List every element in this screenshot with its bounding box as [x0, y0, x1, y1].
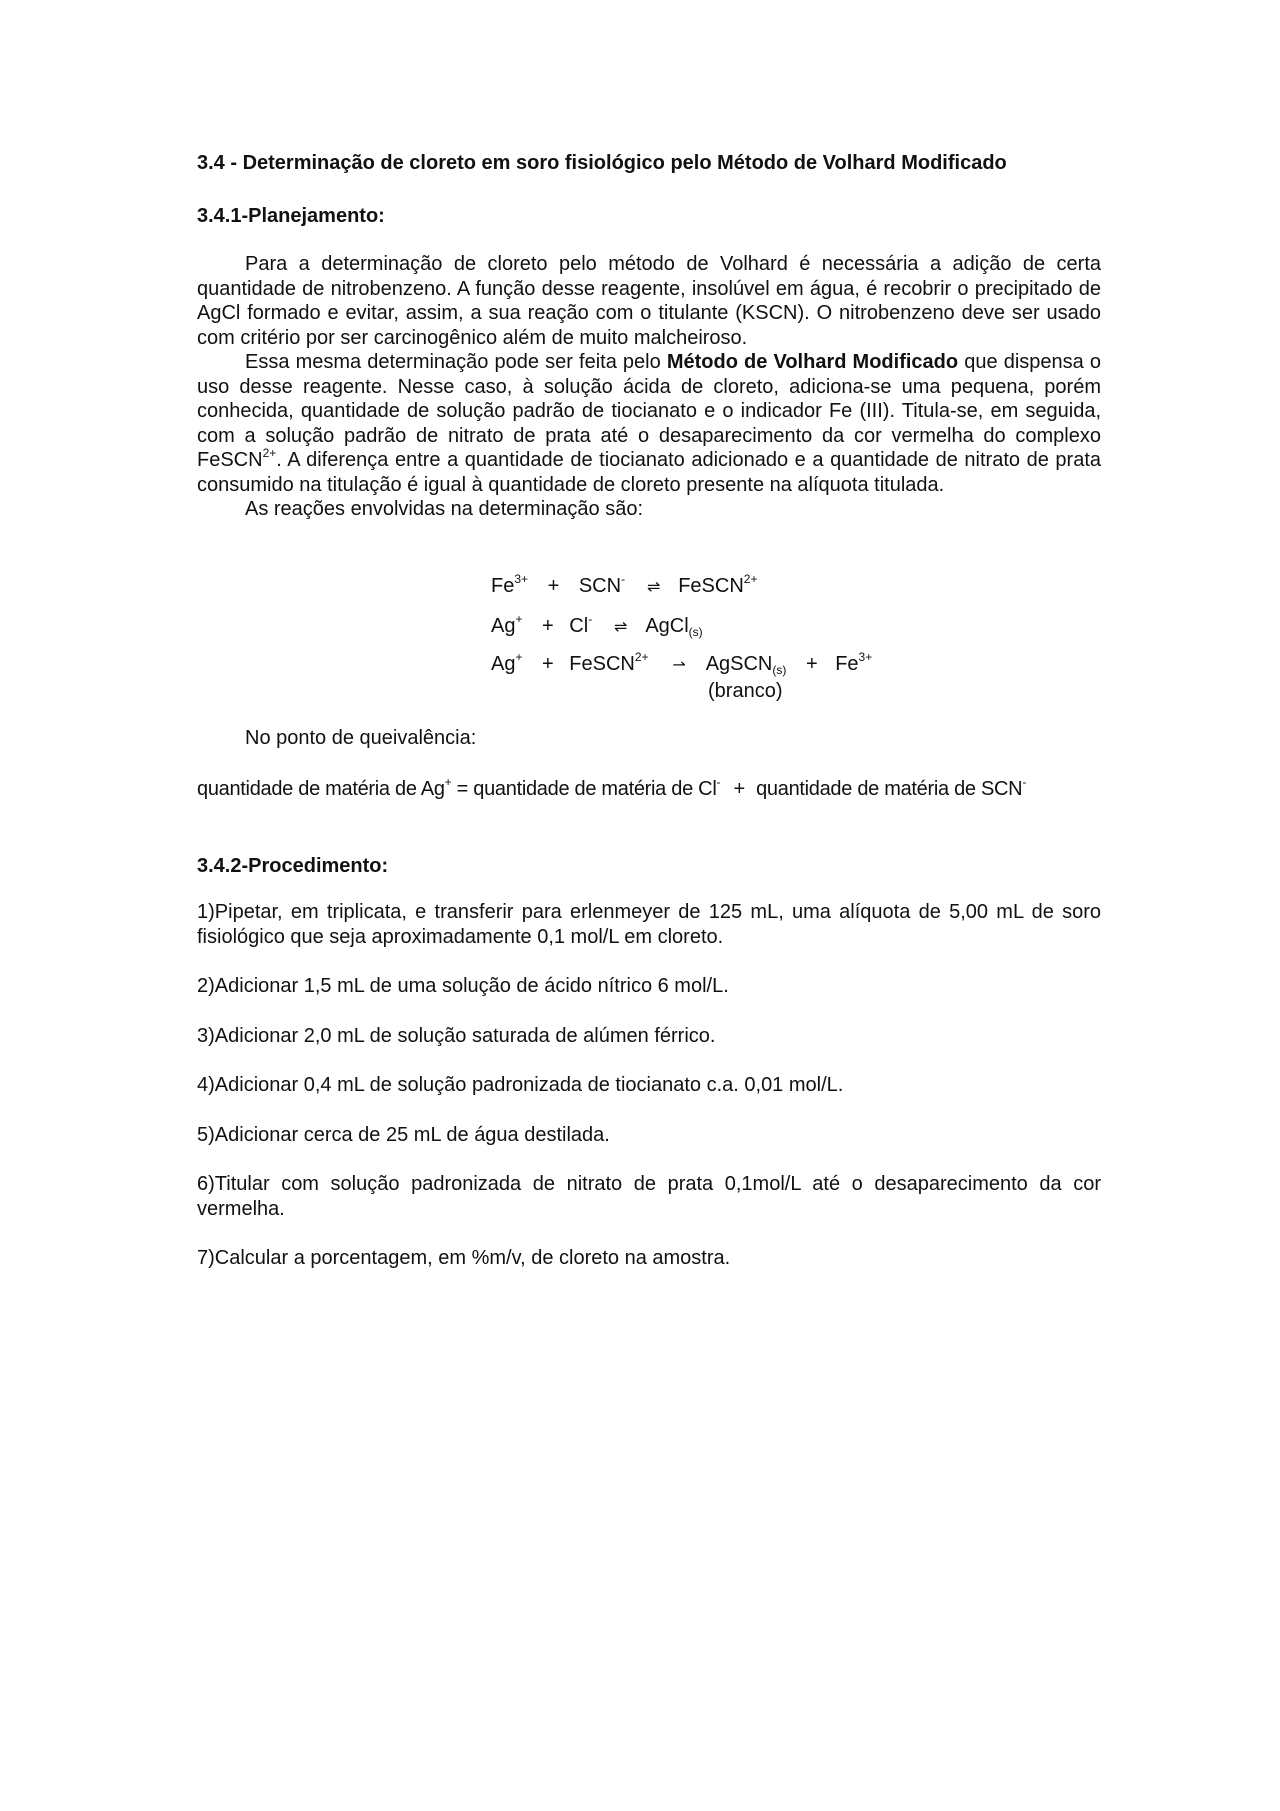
- r2-cl: Cl: [569, 615, 589, 637]
- procedure-step-1: 1)Pipetar, em triplicata, e transferir para erlenmeyer de 125 mL, uma alíquota de 5,00 mL de soro fisiológico que seja aproximadamente 0,1 mol/L em cloreto.: [197, 901, 1101, 948]
- procedure-step-4: 4)Adicionar 0,4 mL de solução padronizada de tiocianato c.a. 0,01 mol/L.: [197, 1074, 844, 1096]
- r1-scn: SCN: [578, 575, 622, 597]
- r2-agcl: AgCl: [645, 615, 689, 637]
- r3-agscn-state: (s): [772, 663, 787, 677]
- r2-ag: Ag: [491, 615, 516, 637]
- r3-plus: +: [542, 653, 554, 675]
- r3-agscn: AgSCN: [705, 653, 773, 675]
- eq-right-charge: -: [1022, 775, 1027, 789]
- r2-agcl-state: (s): [688, 625, 703, 639]
- r3-fe-charge: 3+: [858, 650, 873, 664]
- r3-ag: Ag: [491, 653, 516, 675]
- p2-bold-method: Método de Volhard Modificado: [666, 351, 959, 373]
- planejamento-body: [197, 252, 1101, 522]
- r3-plus-2: +: [805, 653, 818, 675]
- r1-fescn: FeSCN: [678, 575, 744, 597]
- r2-plus: +: [542, 615, 554, 637]
- r2-ag-charge: +: [515, 612, 523, 626]
- procedimento-heading: 3.4.2-Procedimento:: [197, 855, 389, 877]
- equivalence-equation: [197, 775, 1027, 801]
- eq-left-charge: +: [444, 775, 452, 789]
- procedure-step-7: 7)Calcular a porcentagem, em %m/v, de cloreto na amostra.: [197, 1247, 731, 1269]
- section-title: 3.4 - Determinação de cloreto em soro fisiológico pelo Método de Volhard Modificado: [197, 152, 1007, 174]
- procedure-step-6: 6)Titular com solução padronizada de nitrato de prata 0,1mol/L até o desaparecimento da cor vermelha.: [197, 1173, 1101, 1220]
- r3-fescn-charge: 2+: [634, 650, 649, 664]
- r1-plus: +: [547, 575, 560, 597]
- r2-equilibrium-arrow: ⇌: [614, 619, 628, 636]
- p2-text-b: que dispensa o uso desse reagente. Nesse caso, à solução ácida de cloreto, adiciona-se uma pequena, porém conhecida, quantidade de solução padrão de tiocianato e o indicador Fe (III). Titula-se, em seguida, com a solução padrão de nitrato de prata até o desaparecimento da cor vermelha do complexo FeSCN: [197, 351, 1101, 471]
- paragraph-nitrobenzeno: Para a determinação de cloreto pelo método de Volhard é necessária a adição de certa quantidade de nitrobenzeno. A função desse reagente, insolúvel em água, é recobrir o precipitado de AgCl formado e evitar, assim, a sua reação com o titulante (KSCN). O nitrobenzeno deve ser usado com critério por ser carcinogênico além de muito malcheiroso.: [197, 253, 1101, 349]
- eq-middle-charge: -: [716, 775, 721, 789]
- reaction-2: [491, 612, 703, 639]
- r3-reaction-arrow: ⇀: [672, 657, 686, 674]
- reaction-1: [491, 572, 758, 598]
- r1-scn-charge: -: [621, 572, 626, 586]
- procedure-step-5: 5)Adicionar cerca de 25 mL de água destilada.: [197, 1123, 610, 1146]
- eq-plus: +: [733, 778, 745, 800]
- r3-ag-charge: +: [515, 650, 523, 664]
- eq-middle: = quantidade de matéria de Cl: [456, 778, 717, 800]
- r3-fe: Fe: [835, 653, 859, 675]
- planejamento-heading: 3.4.1-Planejamento:: [197, 205, 385, 227]
- r3-fescn: FeSCN: [569, 653, 635, 675]
- procedimento-steps: [197, 900, 1101, 1271]
- reaction-3-note: (branco): [708, 680, 783, 702]
- r1-equilibrium-arrow: ⇌: [646, 579, 661, 596]
- r1-fe-charge: 3+: [514, 572, 529, 586]
- eq-right: quantidade de matéria de SCN: [756, 778, 1023, 800]
- p2-text-a: Essa mesma determinação pode ser feita pelo: [245, 351, 661, 373]
- paragraph-reacoes-intro: As reações envolvidas na determinação são:: [245, 498, 644, 520]
- paragraph-volhard-modificado: [197, 350, 1101, 497]
- r2-cl-charge: -: [588, 612, 593, 626]
- procedure-step-2: 2)Adicionar 1,5 mL de uma solução de ácido nítrico 6 mol/L.: [197, 975, 729, 997]
- procedure-step-3: 3)Adicionar 2,0 mL de solução saturada de alúmen férrico.: [197, 1024, 716, 1047]
- p2-superscript: 2+: [262, 446, 277, 460]
- equivalence-intro: No ponto de queivalência:: [245, 727, 477, 749]
- reaction-3: [491, 650, 873, 677]
- r1-fescn-charge: 2+: [743, 572, 758, 586]
- r1-fe: Fe: [491, 575, 515, 597]
- p2-text-c: . A diferença entre a quantidade de tiocianato adicionado e a quantidade de nitrato de prata consumido na titulação é igual à quantidade de cloreto presente na alíquota titulada.: [197, 449, 1101, 496]
- eq-left: quantidade de matéria de Ag: [197, 778, 445, 800]
